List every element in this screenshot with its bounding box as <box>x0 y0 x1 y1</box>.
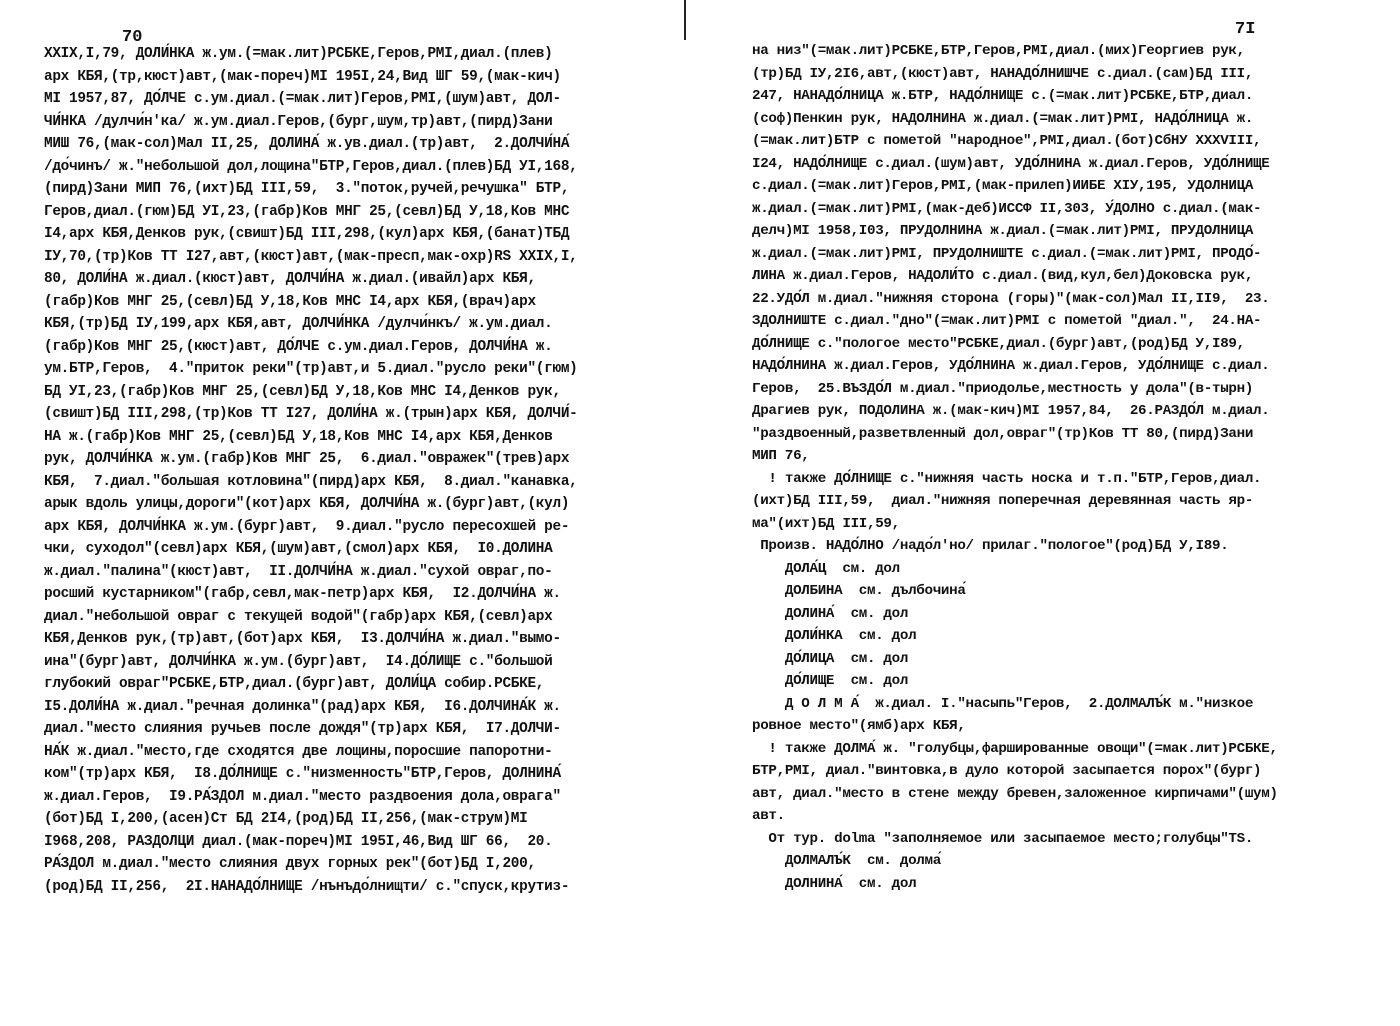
text-line: НАДО́ЛНИНА ж.диал.Геров, УДО́ЛНИНА ж.диал.Геров, УДО́ЛНИЩЕ с.диал. <box>752 358 1270 374</box>
text-line: ДОЛА́Ц см. дол <box>752 560 900 577</box>
text-line: Геров, 25.ВЪЗДО́Л м.диал."приодолье,местность у дола"(в-тырн) <box>752 380 1254 397</box>
text-line: ДОЛИНА́ см. дол <box>752 605 909 622</box>
left-page-text <box>44 43 578 898</box>
text-line: IУ,70,(тр)Ков ТТ I27,авт,(кюст)авт,(мак-пресп,мак-охр)RS XXIX,I, <box>44 248 578 265</box>
text-line: 22.УДО́Л м.диал."нижняя сторона (горы)"(мак-сол)Мал II,II9, 23. <box>752 290 1270 307</box>
text-line: ж.диал.Геров, I9.РА́ЗДОЛ м.диал."место раздвоения дола,оврага" <box>44 788 561 805</box>
text-line: авт. <box>752 808 785 824</box>
text-line: ДОЛБИНА см. дълбочина́ <box>752 583 966 599</box>
text-line: РА́ЗДОЛ м.диал."место слияния двух горных рек"(бот)БД I,200, <box>44 856 536 872</box>
text-line: 247, НАНАДО́ЛНИЦА ж.БТР, НАДО́ЛНИЩЕ с.(=мак.лит)РСБКЕ,БТР,диал. <box>752 88 1254 104</box>
text-line: (соф)Пенкин рук, НАДОЛНИНА ж.диал.(=мак.лит)РМI, НАДО́ЛНИЦА ж. <box>752 110 1254 127</box>
text-line: Драгиев рук, ПОДОЛИНА ж.(мак-кич)МI 1957,84, 26.РАЗДО́Л м.диал. <box>752 403 1270 419</box>
text-line: ж.диал.(=мак.лит)РМI, ПРУДОЛНИШТЕ с.диал.(=мак.лит)РМI, ПРОДО́- <box>752 245 1262 262</box>
text-line: Произв. НАДО́ЛНО /надо́л'но/ прилаг."пологое"(род)БД У,I89. <box>752 538 1229 554</box>
text-line: XXIX,I,79, ДОЛИ́НКА ж.ум.(=мак.лит)РСБКЕ,Геров,РМI,диал.(плев) <box>44 46 553 62</box>
right-page-text <box>752 40 1278 895</box>
text-line: I4,арх КБЯ,Денков рук,(свишт)БД III,298,(кул)арх КБЯ,(банат)ТБД <box>44 226 570 242</box>
text-line: (габр)Ков МНГ 25,(севл)БД У,18,Ков МНС I4,арх КБЯ,(врач)арх <box>44 293 536 310</box>
text-line: I24, НАДО́ЛНИЩЕ с.диал.(шум)авт, УДО́ЛНИНА ж.диал.Геров, УДО́ЛНИЩЕ <box>752 155 1270 172</box>
text-line: КБЯ, 7.диал."большая котловина"(пирд)арх КБЯ, 8.диал."канавка, <box>44 473 578 490</box>
text-line: ! также ДОЛМА́ ж. "голубцы,фаршированные овощи"(=мак.лит)РСБКЕ, <box>752 740 1278 757</box>
text-line: БД УI,23,(габр)Ков МНГ 25,(севл)БД У,18,Ков МНС I4,Денков рук, <box>44 383 561 400</box>
text-line: Геров,диал.(гюм)БД УI,23,(габр)Ков МНГ 25,(севл)БД У,18,Ков МНС <box>44 203 570 220</box>
text-line: МИП 76, <box>752 448 810 464</box>
text-line: на низ"(=мак.лит)РСБКЕ,БТР,Геров,РМI,диал.(мих)Георгиев рук, <box>752 43 1245 59</box>
text-line: (бот)БД I,200,(асен)Ст БД 2I4,(род)БД II,256,(мак-струм)МI <box>44 811 528 827</box>
text-line: I5.ДОЛИ́НА ж.диал."речная долинка"(рад)арх КБЯ, I6.ДОЛЧИНА́К ж. <box>44 698 561 715</box>
text-line: ж.диал.(=мак.лит)РМI,(мак-деб)ИССФ II,303, У́ДОЛНО с.диал.(мак- <box>752 200 1262 217</box>
text-line: ДО́ЛИЩЕ см. дол <box>752 673 909 689</box>
text-line: От тур. dolma "заполняемое или засыпаемое место;голубцы"TS. <box>752 830 1254 847</box>
text-line: (=мак.лит)БТР с пометой "народное",РМI,диал.(бот)СбНУ XXXVIII, <box>752 133 1262 149</box>
text-line: ЧИ́НКА /дулчи́н'ка/ ж.ум.диал.Геров,(бург,шум,тр)авт,(пирд)Зани <box>44 113 553 130</box>
text-line: ком"(тр)арх КБЯ, I8.ДО́ЛНИЩЕ с."низменность"БТР,Геров, ДОЛНИНА́ <box>44 766 561 782</box>
book-binding-mark <box>684 0 686 40</box>
text-line: арх КБЯ,(тр,кюст)авт,(мак-пореч)МI 195I,24,Вид ШГ 59,(мак-кич) <box>44 68 561 85</box>
text-line: МИШ 76,(мак-сол)Мал II,25, ДОЛИНА́ ж.ув.диал.(тр)авт, 2.ДОЛЧИ́НА́ <box>44 136 570 152</box>
text-line: НА́К ж.диал."место,где сходятся две лощины,поросшие папоротни- <box>44 743 553 760</box>
text-line: диал."место слияния ручьев после дождя"(тр)арх КБЯ, I7.ДОЛЧИ- <box>44 721 561 737</box>
text-line: "раздвоенный,разветвленный дол,овраг"(тр)Ков ТТ 80,(пирд)Зани <box>752 425 1254 442</box>
text-line: ДОЛИ́НКА см. дол <box>752 628 917 644</box>
text-line: диал."небольшой овраг с текущей водой"(габр)арх КБЯ,(севл)арх <box>44 608 553 625</box>
text-line: ДОЛМАЛЪ́К см. долма́ <box>752 853 941 869</box>
text-line: ж.диал."палина"(кюст)авт, II.ДОЛЧИ́НА ж.диал."сухой овраг,по- <box>44 563 553 580</box>
text-line: ДО́ЛНИЩЕ с."пологое место"РСБКЕ,диал.(бург)авт,(род)БД У,I89, <box>752 335 1245 352</box>
text-line: 80, ДОЛИ́НА ж.диал.(кюст)авт, ДОЛЧИ́НА ж.диал.(ивайл)арх КБЯ, <box>44 271 536 287</box>
text-line: ЛИНА ж.диал.Геров, НАДОЛИ́ТО с.диал.(вид,кул,бел)Доковска рук, <box>752 268 1254 284</box>
text-line: ина"(бург)авт, ДОЛЧИ́НКА ж.ум.(бург)авт, I4.ДО́ЛИЩЕ с."большой <box>44 653 553 670</box>
text-line: /до́чинъ/ ж."небольшой дол,лощина"БТР,Геров,диал.(плев)БД УI,168, <box>44 158 578 175</box>
text-line: авт, диал."место в стене между бревен,заложенное кирпичами"(шум) <box>752 785 1278 802</box>
text-line: (тр)БД IУ,2I6,авт,(кюст)авт, НАНАДО́ЛНИШЧЕ с.диал.(сам)БД III, <box>752 65 1254 82</box>
text-line: ровное место"(ямб)арх КБЯ, <box>752 718 966 734</box>
text-line: МI 1957,87, ДО́ЛЧЕ с.ум.диал.(=мак.лит)Геров,РМI,(шум)авт, ДОЛ- <box>44 91 561 107</box>
text-line: чки, суходол"(севл)арх КБЯ,(шум)авт,(смол)арх КБЯ, I0.ДОЛИНА <box>44 541 553 557</box>
text-line: росший кустарником"(габр,севл,мак-петр)арх КБЯ, I2.ДОЛЧИ́НА ж. <box>44 586 561 602</box>
text-line: (род)БД II,256, 2I.НАНАДО́ЛНИЩЕ /нънъдо́лнищти/ с."спуск,крутиз- <box>44 878 570 895</box>
right-page-number: 7I <box>1235 20 1256 39</box>
left-page-number: 70 <box>122 28 143 47</box>
text-line: (свишт)БД III,298,(тр)Ков ТТ I27, ДОЛИ́НА ж.(трын)арх КБЯ, ДОЛЧИ́- <box>44 406 578 422</box>
text-line: с.диал.(=мак.лит)Геров,РМI,(мак-прилеп)ИИБЕ XIУ,195, УДОЛНИЦА <box>752 178 1254 194</box>
text-line: БТР,РМI, диал."винтовка,в дуло которой засыпается порох"(бург) <box>752 763 1262 779</box>
text-line: ма"(ихт)БД III,59, <box>752 515 900 532</box>
text-line: рук, ДОЛЧИ́НКА ж.ум.(габр)Ков МНГ 25, 6.диал."овражек"(трев)арх <box>44 451 570 467</box>
text-line: ДО́ЛИЦА см. дол <box>752 650 909 667</box>
text-line: арык вдоль улицы,дороги"(кот)арх КБЯ, ДОЛЧИ́НА ж.(бург)авт,(кул) <box>44 496 570 512</box>
text-line: (пирд)Зани МИП 76,(ихт)БД III,59, 3."поток,ручей,речушка" БТР, <box>44 181 570 197</box>
text-line: (ихт)БД III,59, диал."нижняя поперечная деревянная часть яр- <box>752 493 1254 509</box>
text-line: ДОЛНИНА́ см. дол <box>752 875 917 892</box>
text-line: ! также ДО́ЛНИЩЕ с."нижняя часть носка и т.п."БТР,Геров,диал. <box>752 470 1262 487</box>
text-line: Д О Л М А́ ж.диал. I."насыпь"Геров, 2.ДОЛМАЛЪ́К м."низкое <box>752 695 1254 712</box>
text-line: (габр)Ков МНГ 25,(кюст)авт, ДО́ЛЧЕ с.ум.диал.Геров, ДОЛЧИ́НА ж. <box>44 338 553 355</box>
text-line: ум.БТР,Геров, 4."приток реки"(тр)авт,и 5.диал."русло реки"(гюм) <box>44 361 578 377</box>
text-line: КБЯ,Денков рук,(тр)авт,(бот)арх КБЯ, I3.ДОЛЧИ́НА ж.диал."вымо- <box>44 631 561 647</box>
text-line: КБЯ,(тр)БД IУ,199,арх КБЯ,авт, ДОЛЧИ́НКА /дулчи́нкъ/ ж.ум.диал. <box>44 316 553 332</box>
text-line: глубокий овраг"РСБКЕ,БТР,диал.(бург)авт, ДОЛИ́ЦА собир.РСБКЕ, <box>44 676 545 692</box>
text-line: НА ж.(габр)Ков МНГ 25,(севл)БД У,18,Ков МНС I4,арх КБЯ,Денков <box>44 428 553 445</box>
text-line: арх КБЯ, ДОЛЧИ́НКА ж.ум.(бург)авт, 9.диал."русло пересохшей ре- <box>44 518 570 535</box>
text-line: I968,208, РАЗДОЛЦИ диал.(мак-пореч)МI 195I,46,Вид ШГ 66, 20. <box>44 833 553 850</box>
text-line: ЗДОЛНИШТЕ с.диал."дно"(=мак.лит)РМI с пометой "диал.", 24.НА- <box>752 313 1262 329</box>
text-line: делч)МI 1958,I03, ПРУДОЛНИНА ж.диал.(=мак.лит)РМI, ПРУДОЛНИЦА <box>752 223 1254 239</box>
